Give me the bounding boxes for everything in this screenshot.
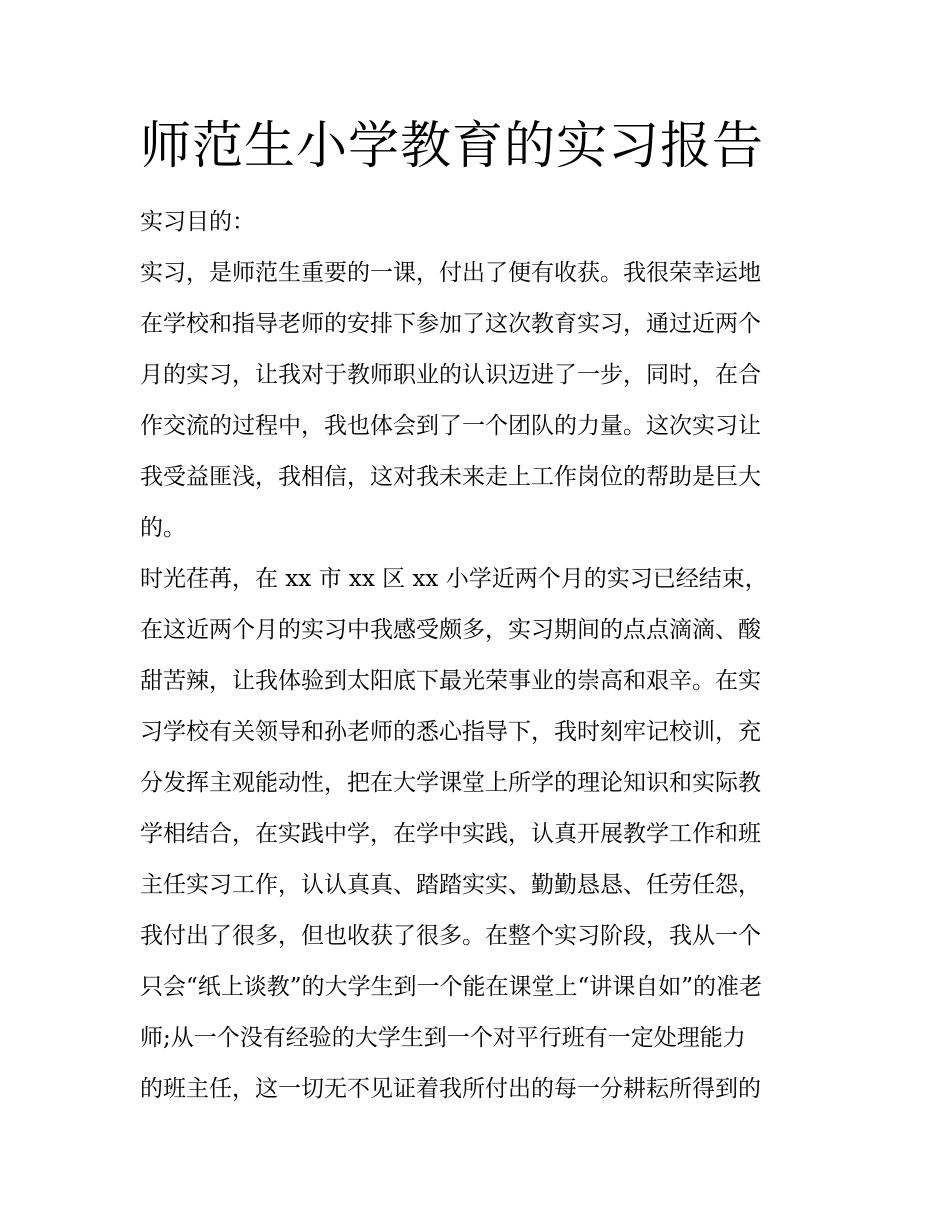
- body-line: 主任实习工作，认认真真、踏踏实实、勤勤恳恳、任劳任怨，: [140, 872, 761, 898]
- document-title: 师范生小学教育的实习报告: [140, 117, 765, 176]
- body-line: 我受益匪浅，我相信，这对我未来走上工作岗位的帮助是巨大: [140, 464, 761, 490]
- body-line: 学相结合，在实践中学，在学中实践，认真开展教学工作和班: [140, 821, 761, 847]
- body-line: 的班主任，这一切无不见证着我所付出的每一分耕耘所得到的: [140, 1076, 761, 1102]
- section-heading: 实习目的：: [140, 209, 255, 235]
- body-line: 在这近两个月的实习中我感受颇多，实习期间的点点滴滴、酸: [140, 617, 761, 643]
- body-line: 师;从一个没有经验的大学生到一个对平行班有一定处理能力: [140, 1025, 746, 1051]
- body-line: 我付出了很多，但也收获了很多。在整个实习阶段，我从一个: [140, 923, 761, 949]
- body-line: 作交流的过程中，我也体会到了一个团队的力量。这次实习让: [140, 413, 761, 439]
- body-line: 的。: [140, 515, 186, 541]
- body-line: 在学校和指导老师的安排下参加了这次教育实习，通过近两个: [140, 311, 761, 337]
- body-line: 时光荏苒，在 xx 市 xx 区 xx 小学近两个月的实习已经结束，: [140, 566, 768, 592]
- body-line: 实习，是师范生重要的一课，付出了便有收获。我很荣幸运地: [140, 260, 761, 286]
- body-line: 甜苦辣，让我体验到太阳底下最光荣事业的崇高和艰辛。在实: [140, 668, 761, 694]
- body-line: 习学校有关领导和孙老师的悉心指导下，我时刻牢记校训，充: [140, 719, 761, 745]
- body-line: 月的实习，让我对于教师职业的认识迈进了一步，同时，在合: [140, 362, 761, 388]
- body-line: 只会“纸上谈教”的大学生到一个能在课堂上“讲课自如”的准老: [140, 974, 763, 1000]
- body-line: 分发挥主观能动性，把在大学课堂上所学的理论知识和实际教: [140, 770, 761, 796]
